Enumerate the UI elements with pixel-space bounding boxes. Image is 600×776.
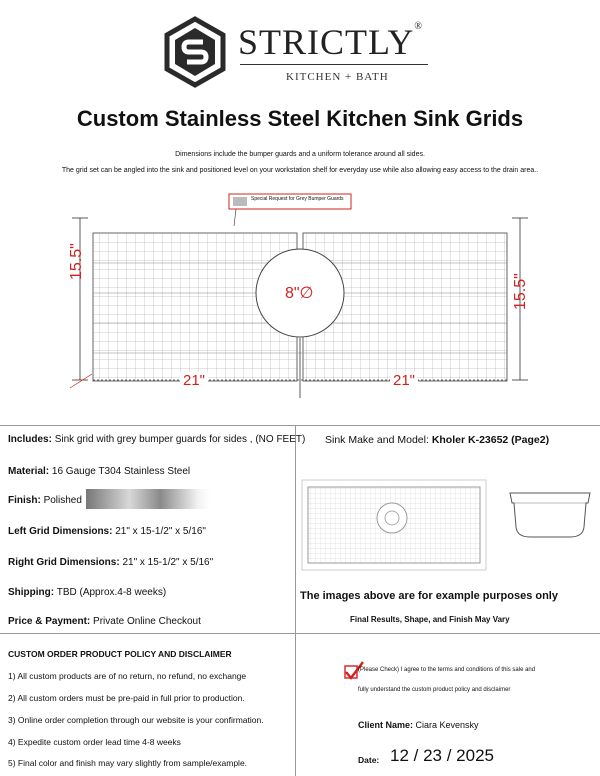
sink-model: Sink Make and Model: Kholer K-23652 (Page2) xyxy=(325,434,550,446)
policy-item-3: 3) Online order completion through our website is your confirmation. xyxy=(8,715,264,725)
brand-logo-icon xyxy=(163,16,227,88)
sink-grid-example-image xyxy=(300,478,488,572)
policy-item-4: 4) Expedite custom order lead time 4-8 weeks xyxy=(8,737,181,747)
finish-swatch xyxy=(86,489,210,509)
example-note: The images above are for example purposes only xyxy=(300,590,558,602)
policy-title: CUSTOM ORDER PRODUCT POLICY AND DISCLAIMER xyxy=(8,649,232,659)
agreement-line-1: (Please Check) I agree to the terms and conditions of this sale and xyxy=(358,667,536,673)
note-line-2: The grid set can be angled into the sink and positioned level on your workstation shelf for everyday use while also allowing easy access to the drain area.. xyxy=(61,167,539,174)
date-value: 12 / 23 / 2025 xyxy=(390,746,494,765)
width-right-label: 21" xyxy=(390,372,418,389)
shipping-row: Shipping: TBD (Approx.4-8 weeks) xyxy=(8,587,167,598)
left-dimension-row: Left Grid Dimensions: 21" x 15-1/2" x 5/16" xyxy=(8,526,206,537)
date-label: Date: xyxy=(358,755,380,765)
price-row: Price & Payment: Private Online Checkout xyxy=(8,616,201,627)
material-row: Material: 16 Gauge T304 Stainless Steel xyxy=(8,466,191,477)
brand-subtitle: KITCHEN + BATH xyxy=(286,71,389,83)
client-name: Client Name: Ciara Kevensky xyxy=(358,720,479,730)
note-line-1: Dimensions include the bumper guards and a uniform tolerance around all sides. xyxy=(175,151,425,158)
sink-profile-image xyxy=(508,489,592,543)
right-dimension-row: Right Grid Dimensions: 21" x 15-1/2" x 5/16" xyxy=(8,557,214,568)
height-left-label: 15.5" xyxy=(68,243,85,280)
includes-row: Includes: Sink grid with grey bumper guards for sides , (NO FEET) xyxy=(8,434,306,445)
policy-item-2: 2) All custom orders must be pre-paid in full prior to production. xyxy=(8,693,245,703)
brand-name: STRICTLY® xyxy=(238,21,424,62)
finish-row: Finish: Polished xyxy=(8,495,82,506)
special-request-label: Special Request for Grey Bumper Guards xyxy=(251,196,344,202)
policy-item-5: 5) Final color and finish may vary slightly from sample/example. xyxy=(8,758,248,768)
vary-note: Final Results, Shape, and Finish May Vary xyxy=(350,615,510,624)
height-right-label: 15.5" xyxy=(512,273,529,310)
drain-diameter-label: 8"∅ xyxy=(285,285,314,302)
page-title: Custom Stainless Steel Kitchen Sink Grids xyxy=(76,106,524,131)
width-left-label: 21" xyxy=(180,372,208,389)
agreement-line-2: fully understand the custom product policy and disclaimer xyxy=(358,687,511,693)
policy-item-1: 1) All custom products are of no return, no refund, no exchange xyxy=(8,671,247,681)
